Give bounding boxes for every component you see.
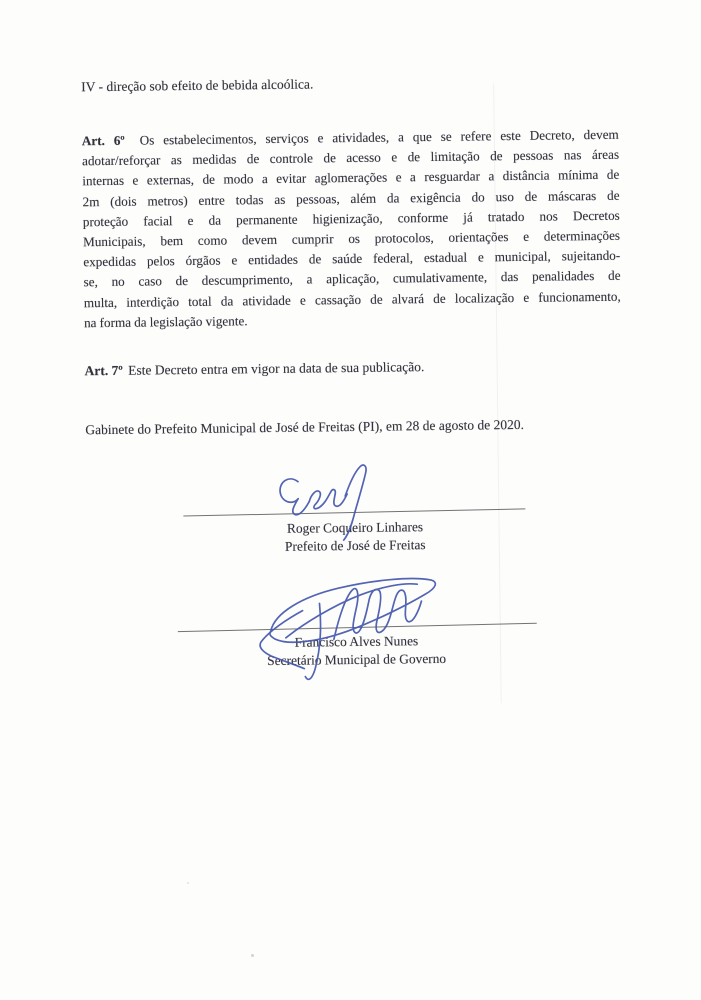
clause-iv: IV - direção sob efeito de bebida alcoólica. — [81, 76, 314, 95]
signatory-2-block — [88, 630, 625, 673]
article-7-text: Este Decreto entra em vigor na data de sua publicação. — [128, 359, 425, 378]
article-6-line: multa, interdição total da atividade e cassação de alvará de localização e funcionamento, — [83, 288, 621, 310]
document-body — [80, 0, 621, 438]
article-6-line: 2m (dois metros) entre todas as pessoas, além da exigência do uso de máscaras de — [82, 187, 620, 209]
article-6-line-text: Os estabelecimentos, serviços e atividades, a que se refere este Decreto, devem — [139, 126, 619, 148]
closing-gabinete-line: Gabinete do Prefeito Municipal de José de Freitas (PI), em 28 de agosto de 2020. — [85, 416, 525, 438]
article-7-label: Art. 7º — [84, 362, 123, 379]
signatory-1-block — [86, 516, 623, 559]
article-6-line: adotar/reforçar as medidas de controle de acesso e de limitação de pessoas nas áreas — [81, 146, 620, 169]
scan-speck — [251, 954, 254, 957]
article-6-line: na forma da legislação vigente. — [83, 313, 248, 331]
article-6-line: Municipais, bem como devem cumprir os protocolos, orientações e determinações — [82, 227, 621, 250]
article-6-line: proteção facial e da permanente higienização, conforme já tratado nos Decretos — [82, 207, 620, 230]
article-6-label: Art. 6º — [81, 132, 125, 149]
article-6-paragraph — [82, 125, 621, 334]
article-6-line: expedidas pelos órgãos e entidades de saúde federal, estadual e municipal, sujeitando- — [83, 247, 621, 270]
signatory-1-name: Roger Coqueiro Linhares — [286, 519, 424, 536]
signatory-1-title: Prefeito de José de Freitas — [284, 537, 426, 554]
article-6-line: se, no caso de descumprimento, a aplicação, cumulativamente, das penalidades de — [83, 268, 621, 290]
signature-rule-1 — [183, 508, 525, 516]
article-6-line: internas e externas, de modo a evitar aglomerações e a resguardar a distância mínima de — [82, 167, 620, 189]
signatory-2-title: Secretário Municipal de Governo — [267, 650, 447, 669]
scan-speck — [187, 882, 189, 884]
article-7-line — [85, 356, 622, 380]
signatory-2-name: Francisco Alves Nunes — [294, 633, 419, 650]
